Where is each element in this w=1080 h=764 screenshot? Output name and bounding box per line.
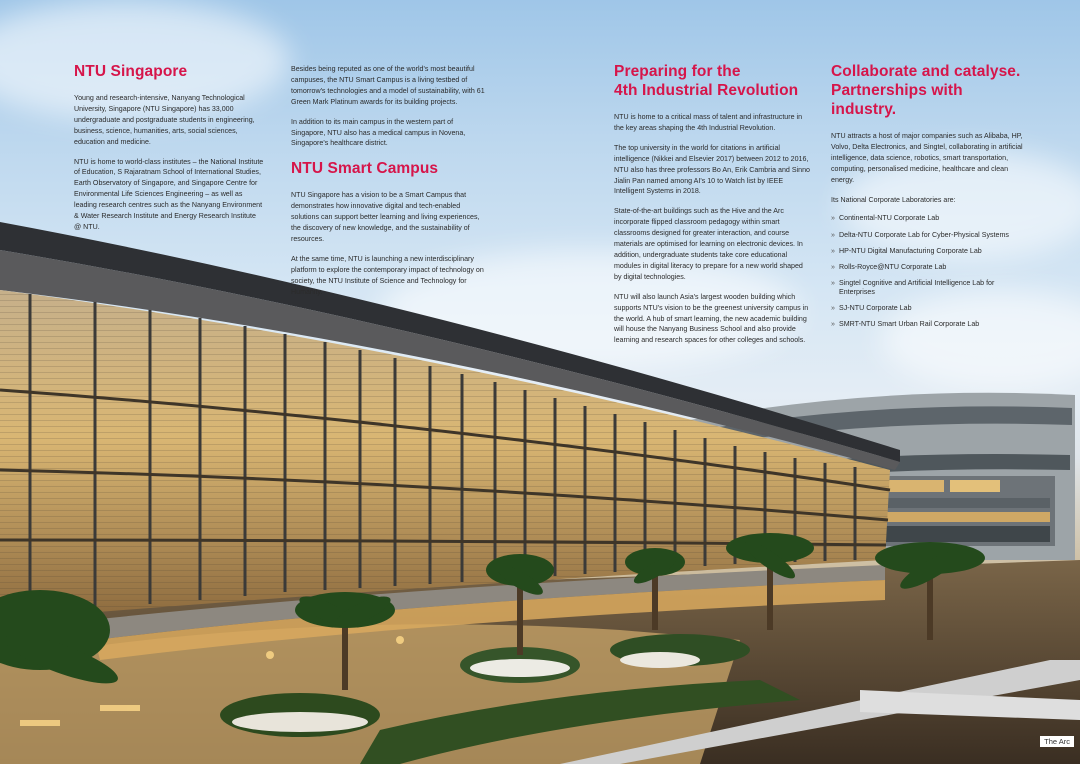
- column-industrial-revolution: [614, 62, 810, 355]
- column-partnerships: [831, 62, 1027, 337]
- column-smart-campus: [291, 64, 486, 307]
- heading-partnerships: [831, 62, 1027, 119]
- paragraph: NTU will also launch Asia's largest wooden building which supports NTU's vision to be the greenest university campus in the world. A hub of smart learning, the new academic building will house the Nanyang Business School and also provide learning and research spaces for other colleges and schools.: [614, 292, 809, 345]
- photo-caption: The Arc: [1040, 736, 1074, 747]
- paragraph: State-of-the-art buildings such as the Hive and the Arc incorporate flipped classroom pedagogy within smart classrooms designed for greater interaction, and course materials are optimised for learning on electronic devices. In addition, undergraduate students take core educational modules in digital literacy to prepare for a new world shaped by digital technologies.: [614, 207, 803, 281]
- list-item: » HP-NTU Digital Manufacturing Corporate Lab: [831, 247, 1027, 256]
- heading-industrial-revolution: [614, 62, 810, 100]
- paragraph: Besides being reputed as one of the world's most beautiful campuses, the NTU Smart Campus is a living testbed of tomorrow's technologies and a model of sustainability, with 61 Green Mark Platinum awards for its building projects.: [291, 65, 485, 106]
- column-ntu-singapore: [74, 62, 264, 242]
- corporate-labs-list: [831, 214, 1027, 329]
- paragraph: At the same time, NTU is launching a new interdisciplinary platform to explore the contemporary impact of technology on society, the NTU Institute of Science and Technology for Humanity.: [291, 254, 484, 296]
- heading-line: 4th Industrial Revolution: [614, 82, 799, 99]
- paragraph: Its National Corporate Laboratories are:: [831, 195, 956, 204]
- list-item: » Delta-NTU Corporate Lab for Cyber-Physical Systems: [831, 231, 1027, 240]
- list-item: » SMRT-NTU Smart Urban Rail Corporate Lab: [831, 320, 1027, 329]
- heading-line: Partnerships with industry.: [831, 82, 963, 118]
- paragraph: Young and research-intensive, Nanyang Technological University, Singapore (NTU Singapore) has 33,000 undergraduate and postgraduate students in engineering, business, science, humanities, arts, social sciences, education and medicine.: [74, 94, 255, 146]
- list-item: » Rolls-Royce@NTU Corporate Lab: [831, 263, 1027, 272]
- heading-ntu-singapore: NTU Singapore: [74, 63, 188, 80]
- heading-line: Collaborate and catalyse.: [831, 63, 1021, 80]
- paragraph: NTU Singapore has a vision to be a Smart Campus that demonstrates how innovative digital and tech-enabled solutions can support better learning and living experiences, the discovery of new knowledge, and the sustainability of resources.: [291, 191, 480, 243]
- list-item: » Singtel Cognitive and Artificial Intelligence Lab for Enterprises: [831, 279, 1027, 298]
- paragraph: In addition to its main campus in the western part of Singapore, NTU also has a medical campus in Novena, Singapore's healthcare district.: [291, 117, 466, 148]
- list-item: » SJ-NTU Corporate Lab: [831, 304, 1027, 313]
- heading-smart-campus: NTU Smart Campus: [291, 160, 439, 178]
- paragraph: NTU is home to world-class institutes – the National Institute of Education, S Rajaratnam School of International Studies, Earth Observatory of Singapore, and Singapore Centre for Environmental Life Sciences Engineering – as well as leading research centres such as the Nanyang Environment & Water Research Institute and Energy Research Institute @ NTU.: [74, 157, 264, 231]
- list-item: » Continental-NTU Corporate Lab: [831, 214, 1027, 223]
- paragraph: NTU is home to a critical mass of talent and infrastructure in the key areas shaping the 4th Industrial Revolution.: [614, 113, 803, 132]
- heading-line: Preparing for the: [614, 63, 741, 80]
- paragraph: NTU attracts a host of major companies such as Alibaba, HP, Volvo, Delta Electronics, and Singtel, collaborating in artificial intelligence, data science, robotics, smart transportation, computing, personalised medicine, healthcare and clean energy.: [831, 132, 1023, 184]
- paragraph: The top university in the world for citations in artificial intelligence (Nikkei and Elsevier 2017) between 2012 to 2016, NTU also has three professors Bo An, Erik Cambria and Sinno Jialin Pan named among AI's 10 to Watch list by IEEE Intelligent Systems in 2018.: [614, 143, 810, 196]
